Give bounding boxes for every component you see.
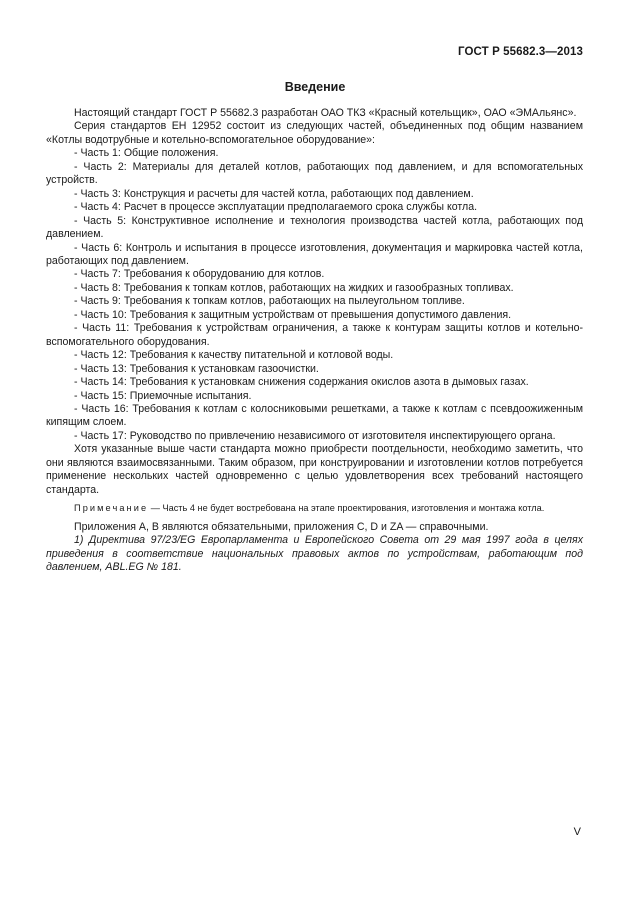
list-item: - Часть 13: Требования к установкам газоочистки. xyxy=(74,362,319,375)
page-number: V xyxy=(573,826,581,838)
list-item: - Часть 3: Конструкция и расчеты для частей котла, работающих под давлением. xyxy=(74,187,474,200)
section-title: Введение xyxy=(284,80,346,94)
note xyxy=(46,502,583,515)
list-item: - Часть 14: Требования к установкам снижения содержания окислов азота в дымовых газах. xyxy=(74,376,529,389)
standard-code: ГОСТ Р 55682.3—2013 xyxy=(458,46,583,58)
list-item: - Часть 12: Требования к качеству питательной и котловой воды. xyxy=(74,349,394,362)
note-label: Примечание xyxy=(74,503,149,514)
list-item: - Часть 8: Требования к топкам котлов, работающих на жидких и газообразных топливах. xyxy=(74,281,514,294)
list-item: - Часть 2: Материалы для деталей котлов, работающих под давлением, и для вспомогательных устройств. xyxy=(46,160,583,187)
list-item: - Часть 5: Конструктивное исполнение и технология производства частей котла, работающих под давлением. xyxy=(46,214,583,241)
annex-statement: Приложения А, В являются обязательными, приложения С, D и ZA — справочными. xyxy=(74,520,489,533)
paragraph: Серия стандартов ЕН 12952 состоит из следующих частей, объединенных под общим названием «Котлы водотрубные и котельно-вспомогательное оборудование»: xyxy=(46,120,583,146)
list-item: - Часть 7: Требования к оборудованию для котлов. xyxy=(74,268,325,281)
list-item: - Часть 1: Общие положения. xyxy=(74,147,219,160)
paragraph: Хотя указанные выше части стандарта можно приобрести поотдельности, необходимо заметить, что они являются взаимосвязанными. Таким образом, при конструировании и изготовлении котлов потребуется применение нескольких частей одновременно с целью удовлетворения всех требований настоящего стандарта. xyxy=(46,443,583,496)
list-item: - Часть 4: Расчет в процессе эксплуатации предполагаемого срока службы котла. xyxy=(74,201,478,214)
list-item: - Часть 17: Руководство по привлечению независимого от изготовителя инспектирующего органа. xyxy=(74,429,556,442)
footnote: 1) Директива 97/23/EG Европарламента и Европейского Совета от 29 мая 1997 года в целях приведения в соответствие национальных правовых актов по устройствам, работающим под давлением, ABL.EG № 181. xyxy=(46,534,583,573)
list-item: - Часть 15: Приемочные испытания. xyxy=(74,389,252,402)
paragraph: Настоящий стандарт ГОСТ Р 55682.3 разработан ОАО ТКЗ «Красный котельщик», ОАО «ЭМАльянс». xyxy=(74,107,577,119)
list-item: - Часть 10: Требования к защитным устройствам от превышения допустимого давления. xyxy=(74,308,512,321)
list-item: - Часть 16: Требования к котлам с колосниковыми решетками, а также к котлам с псевдоожиженным кипящим слоем. xyxy=(46,402,583,429)
note-text: — Часть 4 не будет востребована на этапе проектирования, изготовления и монтажа котла. xyxy=(148,503,545,514)
list-item: - Часть 6: Контроль и испытания в процессе изготовления, документация и маркировка частей котла, работающих под давлением. xyxy=(46,241,583,267)
body-text xyxy=(46,107,583,574)
list-item: - Часть 11: Требования к устройствам ограничения, а также к контурам защиты котлов и котельно-вспомогательного оборудования. xyxy=(46,322,583,348)
list-item: - Часть 9: Требования к топкам котлов, работающих на пылеугольном топливе. xyxy=(74,295,465,308)
